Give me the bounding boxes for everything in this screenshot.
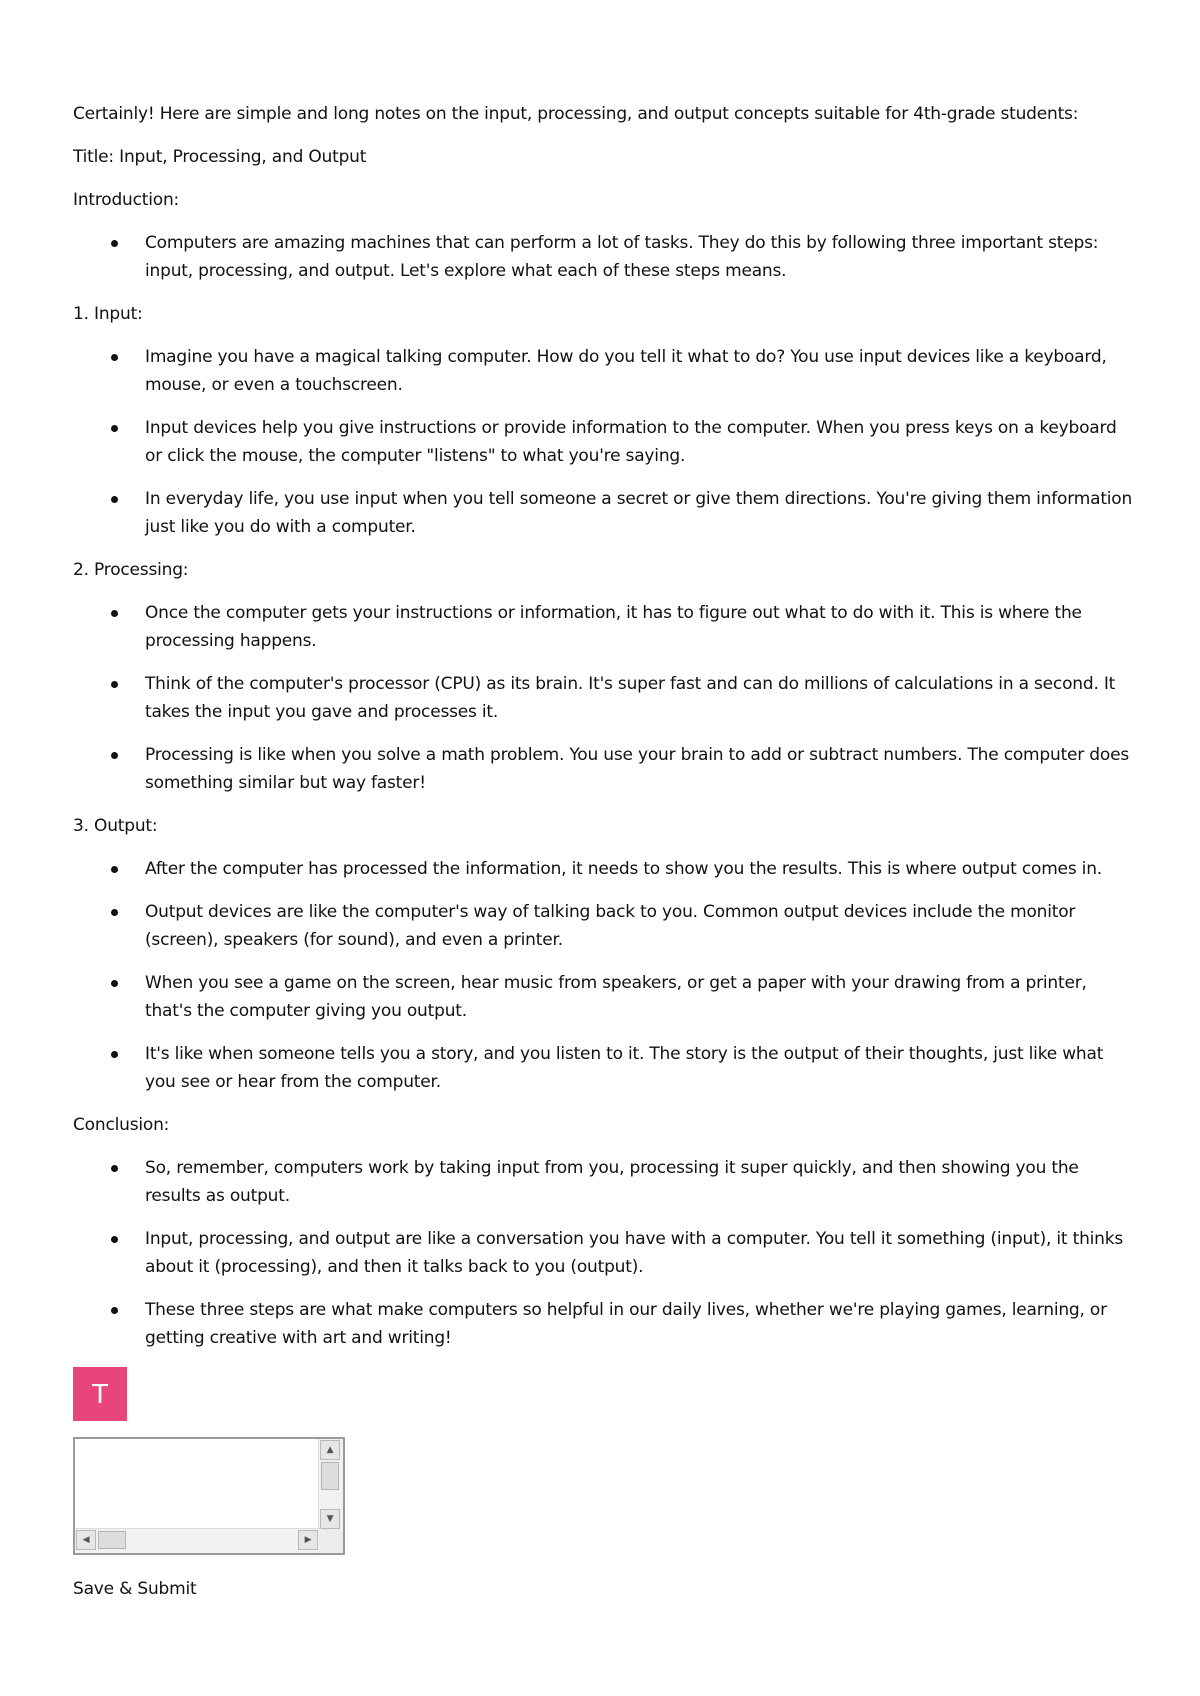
scroll-left-icon[interactable]: ◀ [76, 1530, 96, 1550]
processing-list [73, 599, 1138, 797]
list-item [73, 229, 1138, 285]
save-submit-button[interactable]: Save & Submit [73, 1579, 197, 1599]
bullet-icon [111, 354, 118, 361]
input-list [73, 343, 1138, 541]
list-item-text: Input, processing, and output are like a conversation you have with a computer. You tell it something (input), it thinks about it (processing), and then it talks back to you (output). [145, 1229, 1124, 1277]
list-item-text: When you see a game on the screen, hear music from speakers, or get a paper with your drawing from a printer, that's the computer giving you output. [145, 973, 1087, 1021]
response-box [73, 1437, 345, 1555]
intro-line: Certainly! Here are simple and long notes on the input, processing, and output concepts suitable for 4th-grade students: [73, 104, 1079, 124]
bullet-icon [111, 980, 118, 987]
list-item [73, 599, 1138, 655]
list-item [73, 741, 1138, 797]
vertical-scroll-thumb[interactable] [321, 1462, 339, 1490]
list-item [73, 898, 1138, 954]
bullet-icon [111, 496, 118, 503]
conclusion-list [73, 1154, 1138, 1352]
bullet-icon [111, 1236, 118, 1243]
bullet-icon [111, 1051, 118, 1058]
list-item-text: Think of the computer's processor (CPU) as its brain. It's super fast and can do millions of calculations in a second. It takes the input you gave and processes it. [145, 674, 1116, 722]
processing-heading: 2. Processing: [73, 560, 189, 580]
output-list [73, 855, 1138, 1096]
list-item-text: Computers are amazing machines that can perform a lot of tasks. They do this by following three important steps: input, processing, and output. Let's explore what each of these steps means. [145, 233, 1099, 281]
scroll-corner [319, 1529, 343, 1553]
introduction-list [73, 229, 1138, 285]
list-item-text: Imagine you have a magical talking computer. How do you tell it what to do? You use input devices like a keyboard, mouse, or even a touchscreen. [145, 347, 1107, 395]
input-heading: 1. Input: [73, 304, 143, 324]
list-item [73, 485, 1138, 541]
bullet-icon [111, 425, 118, 432]
list-item-text: Input devices help you give instructions or provide information to the computer. When you press keys on a keyboard or click the mouse, the computer "listens" to what you're saying. [145, 418, 1117, 466]
bullet-icon [111, 866, 118, 873]
scroll-down-icon[interactable]: ▼ [320, 1509, 340, 1529]
list-item [73, 855, 1138, 883]
list-item [73, 670, 1138, 726]
bullet-icon [111, 681, 118, 688]
document-page [73, 100, 1138, 1603]
introduction-heading: Introduction: [73, 190, 180, 210]
bullet-icon [111, 240, 118, 247]
list-item-text: Processing is like when you solve a math problem. You use your brain to add or subtract numbers. The computer does something similar but way faster! [145, 745, 1130, 793]
list-item [73, 1154, 1138, 1210]
list-item-text: After the computer has processed the information, it needs to show you the results. This is where output comes in. [145, 859, 1102, 879]
list-item [73, 1225, 1138, 1281]
avatar: T [73, 1367, 127, 1421]
output-heading: 3. Output: [73, 816, 158, 836]
bullet-icon [111, 752, 118, 759]
bullet-icon [111, 610, 118, 617]
response-textarea[interactable] [75, 1439, 321, 1531]
horizontal-scroll-thumb[interactable] [98, 1531, 126, 1549]
conclusion-heading: Conclusion: [73, 1115, 170, 1135]
horizontal-scrollbar[interactable] [75, 1528, 321, 1553]
vertical-scrollbar[interactable] [318, 1439, 343, 1531]
title-line: Title: Input, Processing, and Output [73, 147, 367, 167]
list-item [73, 343, 1138, 399]
scroll-right-icon[interactable]: ▶ [298, 1530, 318, 1550]
list-item-text: These three steps are what make computers so helpful in our daily lives, whether we're playing games, learning, or getting creative with art and writing! [145, 1300, 1107, 1348]
list-item [73, 414, 1138, 470]
list-item-text: It's like when someone tells you a story, and you listen to it. The story is the output of their thoughts, just like what you see or hear from the computer. [145, 1044, 1104, 1092]
bullet-icon [111, 909, 118, 916]
list-item-text: Output devices are like the computer's way of talking back to you. Common output devices include the monitor (screen), speakers (for sound), and even a printer. [145, 902, 1076, 950]
list-item-text: So, remember, computers work by taking input from you, processing it super quickly, and then showing you the results as output. [145, 1158, 1079, 1206]
scroll-up-icon[interactable]: ▲ [320, 1440, 340, 1460]
bullet-icon [111, 1165, 118, 1172]
list-item-text: In everyday life, you use input when you tell someone a secret or give them directions. You're giving them information just like you do with a computer. [145, 489, 1133, 537]
list-item [73, 969, 1138, 1025]
bullet-icon [111, 1307, 118, 1314]
list-item [73, 1296, 1138, 1352]
list-item [73, 1040, 1138, 1096]
list-item-text: Once the computer gets your instructions or information, it has to figure out what to do with it. This is where the processing happens. [145, 603, 1082, 651]
